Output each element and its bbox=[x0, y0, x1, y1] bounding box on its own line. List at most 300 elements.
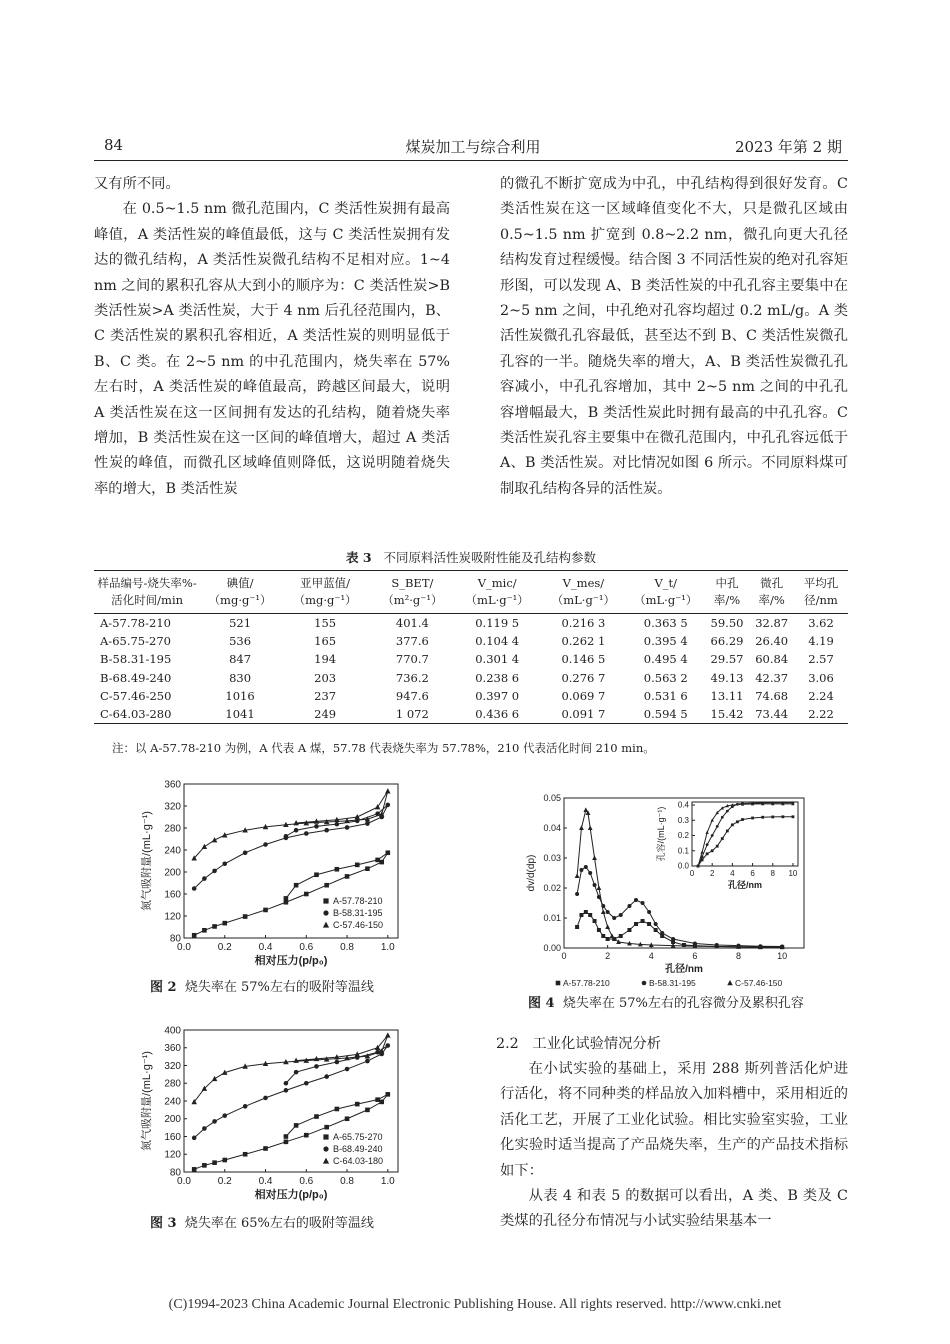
data-point-circle bbox=[202, 876, 207, 881]
data-point-square bbox=[323, 898, 328, 903]
data-point-triangle bbox=[323, 922, 329, 928]
data-point-square bbox=[243, 914, 248, 919]
data-point-square bbox=[335, 867, 340, 872]
data-point-triangle bbox=[212, 1076, 218, 1081]
table-cell: 736.2 bbox=[395, 670, 429, 685]
y-tick-label: 0.04 bbox=[543, 823, 561, 833]
data-point-square bbox=[294, 883, 299, 888]
table-cell: 0.397 0 bbox=[475, 688, 520, 703]
table-cell: 0.238 6 bbox=[475, 670, 520, 685]
table-cell: 0.276 7 bbox=[561, 670, 606, 685]
data-point-square bbox=[588, 913, 592, 917]
data-point-circle bbox=[284, 1081, 289, 1086]
data-point-circle bbox=[660, 931, 664, 935]
data-point-square bbox=[192, 1167, 197, 1172]
data-point-triangle bbox=[705, 831, 708, 834]
table-cell: 0.594 5 bbox=[627, 705, 705, 724]
table-cell: 3.06 bbox=[808, 670, 834, 685]
data-point-square bbox=[263, 1146, 268, 1151]
series-line bbox=[577, 912, 782, 947]
legend-label: C-64.03-180 bbox=[333, 1156, 384, 1166]
data-point-square bbox=[202, 1163, 207, 1168]
journal-title: 煤炭加工与综合利用 bbox=[405, 138, 541, 156]
y-axis-label: dv/d(dp) bbox=[526, 854, 537, 892]
x-tick-label: 8 bbox=[770, 869, 775, 878]
data-point-square bbox=[375, 858, 380, 863]
table-cell: 32.87 bbox=[755, 616, 789, 631]
data-point-square bbox=[335, 1107, 340, 1112]
data-point-square bbox=[556, 981, 561, 986]
data-point-circle bbox=[716, 825, 719, 828]
table-cell: 29.57 bbox=[710, 652, 744, 667]
data-point-circle bbox=[711, 834, 714, 837]
plot-frame bbox=[692, 802, 798, 866]
data-point-circle bbox=[243, 1104, 248, 1109]
table-cell: 536 bbox=[229, 634, 252, 649]
data-point-square bbox=[386, 1092, 391, 1097]
y-tick-label: 360 bbox=[164, 1043, 181, 1055]
data-point-square bbox=[294, 1123, 299, 1128]
y-tick-label: 0.4 bbox=[677, 800, 689, 810]
table-cell: 60.84 bbox=[755, 652, 789, 667]
data-point-triangle bbox=[575, 873, 580, 878]
y-tick-label: 0.00 bbox=[543, 943, 561, 953]
y-tick-label: 200 bbox=[164, 867, 181, 879]
data-point-square bbox=[284, 896, 289, 901]
data-point-square bbox=[654, 928, 658, 932]
table-cell: 0.146 5 bbox=[561, 652, 606, 667]
data-point-square bbox=[634, 922, 638, 926]
data-point-square bbox=[314, 872, 319, 877]
legend-label: B-58.31-195 bbox=[649, 978, 696, 988]
data-point-circle bbox=[671, 937, 675, 941]
table-cell: 26.40 bbox=[755, 634, 789, 649]
data-point-circle bbox=[314, 824, 319, 829]
data-point-square bbox=[761, 816, 764, 819]
data-point-square bbox=[726, 830, 729, 833]
data-point-circle bbox=[284, 1088, 289, 1093]
table-cell: B-58.31-195 bbox=[100, 652, 172, 667]
y-tick-label: 0.0 bbox=[677, 861, 689, 871]
data-point-triangle bbox=[385, 1032, 391, 1037]
issue-label: 2023 年第 2 期 bbox=[734, 138, 842, 156]
legend-label: C-57.46-150 bbox=[333, 920, 384, 930]
table-header-cell: 微孔率/% bbox=[749, 571, 794, 614]
data-point-circle bbox=[642, 981, 647, 986]
y-tick-label: 0.2 bbox=[677, 831, 689, 841]
table-header-cell: 样品编号-烧失率%-活化时间/min bbox=[94, 571, 200, 614]
section-heading bbox=[496, 1033, 661, 1053]
y-tick-label: 320 bbox=[164, 801, 181, 813]
y-tick-label: 240 bbox=[164, 845, 181, 857]
figure-2-caption bbox=[150, 976, 374, 995]
table-header-cell: V_t/（mL·g⁻¹） bbox=[627, 571, 705, 614]
table-cell: 1 072 bbox=[370, 705, 454, 724]
table-header-cell: 碘值/（mg·g⁻¹） bbox=[200, 571, 280, 614]
data-point-square bbox=[323, 1134, 328, 1139]
data-point-circle bbox=[584, 865, 588, 869]
data-point-circle bbox=[647, 910, 651, 914]
x-tick-label: 0 bbox=[561, 951, 567, 961]
y-tick-label: 360 bbox=[164, 779, 181, 791]
data-point-circle bbox=[314, 1064, 319, 1069]
data-point-square bbox=[792, 815, 795, 818]
y-axis-label: 氮气吸附量/(mL·g⁻¹) bbox=[141, 811, 153, 911]
y-tick-label: 120 bbox=[164, 911, 181, 923]
data-point-circle bbox=[619, 913, 623, 917]
paragraph: 从表 4 和表 5 的数据可以看出，A 类、B 类及 C 类煤的孔径分布情况与小试实验结果基本一 bbox=[500, 1188, 848, 1230]
y-tick-label: 120 bbox=[164, 1149, 181, 1161]
table-cell: 0.395 4 bbox=[643, 634, 688, 649]
paragraph: 的微孔不断扩宽成为中孔，中孔结构得到很好发育。C 类活性炭在这一区域峰值变化不大，只是微孔区域由 0.5~1.5 nm 扩宽到 0.8~2.2 nm，微孔向更大孔径结构发育过程缓慢。结合图 3 不同活性炭的绝对孔容矩形图，可以发现 A、B 类活性炭的中孔孔容主要集中在 2~5 nm 之间，中孔绝对孔容均超过 0.2 mL/g。A 类活性炭微孔孔容最低，甚至达不到 B、C 类活性炭微孔孔容的一半。随烧失率的增大，A、B 类活性炭微孔孔容减小，中孔孔容增加，其中 2~5 nm 之间的中孔孔容增幅最大，B 类活性炭此时拥有最高的中孔孔容。C 类活性炭孔容主要集中在微孔范围内，中孔孔容远低于 A、B 类活性炭。对比情况如图 6 所示。不同原料煤可制取孔结构各异的活性炭。 bbox=[500, 176, 848, 497]
data-point-triangle bbox=[588, 825, 593, 830]
y-axis-label: 孔容/(mL·g⁻¹) bbox=[656, 806, 666, 862]
data-point-square bbox=[706, 852, 709, 855]
data-point-square bbox=[355, 863, 360, 868]
data-point-triangle bbox=[592, 855, 597, 860]
data-point-square bbox=[619, 934, 623, 938]
legend-label: A-65.75-270 bbox=[333, 1132, 383, 1142]
data-point-square bbox=[192, 933, 197, 938]
data-point-square bbox=[202, 928, 207, 933]
data-point-circle bbox=[335, 822, 340, 827]
data-point-circle bbox=[386, 803, 391, 808]
paragraph: 又有所不同。 bbox=[94, 176, 180, 192]
data-point-circle bbox=[212, 1119, 217, 1124]
table-cell: C-64.03-280 bbox=[94, 705, 200, 724]
table-header-cell: 平均孔径/nm bbox=[794, 571, 848, 614]
figure-4-chart bbox=[528, 780, 818, 990]
x-tick-label: 0.0 bbox=[177, 942, 191, 953]
data-point-square bbox=[601, 934, 605, 938]
data-point-square bbox=[721, 837, 724, 840]
data-point-circle bbox=[612, 916, 616, 920]
table-cell: 830 bbox=[229, 670, 252, 685]
data-point-circle bbox=[606, 910, 610, 914]
y-tick-label: 0.1 bbox=[677, 846, 689, 856]
table-header-cell: 中孔率/% bbox=[705, 571, 750, 614]
y-tick-label: 0.01 bbox=[543, 913, 561, 923]
table-cell: 1041 bbox=[200, 705, 280, 724]
data-point-square bbox=[212, 924, 217, 929]
table-note: 注：以 A-57.78-210 为例，A 代表 A 煤，57.78 代表烧失率为 57.78%，210 代表活化时间 210 min。 bbox=[112, 741, 655, 755]
data-point-circle bbox=[627, 904, 631, 908]
data-point-circle bbox=[365, 821, 370, 826]
x-tick-label: 1.0 bbox=[380, 942, 395, 953]
table-cell: 203 bbox=[314, 670, 337, 685]
x-tick-label: 0.8 bbox=[340, 1176, 355, 1187]
figure-3-caption bbox=[150, 1212, 374, 1231]
data-point-triangle bbox=[202, 844, 208, 849]
data-point-square bbox=[263, 908, 268, 913]
data-point-square bbox=[647, 922, 651, 926]
series-line bbox=[194, 791, 388, 858]
data-point-triangle bbox=[605, 924, 610, 929]
table-cell: 155 bbox=[314, 616, 337, 631]
table-header-cell: S_BET/（m²·g⁻¹） bbox=[370, 571, 454, 614]
table-title: 不同原料活性炭吸附性能及孔结构参数 bbox=[383, 550, 596, 565]
x-tick-label: 6 bbox=[692, 951, 698, 961]
y-tick-label: 160 bbox=[164, 889, 181, 901]
table-cell: B-68.49-240 bbox=[100, 670, 172, 685]
table-cell: 0.301 4 bbox=[475, 652, 520, 667]
data-point-circle bbox=[304, 1081, 309, 1086]
data-point-square bbox=[379, 1100, 384, 1105]
table-cell: 42.37 bbox=[755, 670, 789, 685]
y-tick-label: 0.05 bbox=[543, 793, 561, 803]
table-cell: C-57.46-250 bbox=[100, 688, 172, 703]
table-cell: 2.22 bbox=[794, 705, 848, 724]
y-tick-label: 280 bbox=[164, 823, 181, 835]
data-point-square bbox=[304, 1133, 309, 1138]
figure-number: 图 2 bbox=[150, 980, 177, 995]
data-point-square bbox=[627, 928, 631, 932]
data-point-triangle bbox=[579, 825, 584, 830]
data-point-square bbox=[345, 874, 350, 879]
data-point-square bbox=[304, 892, 309, 897]
data-point-square bbox=[355, 1102, 360, 1107]
data-point-circle bbox=[721, 816, 724, 819]
x-tick-label: 0.4 bbox=[258, 1176, 273, 1187]
data-point-square bbox=[741, 818, 744, 821]
y-tick-label: 400 bbox=[164, 1025, 181, 1037]
y-tick-label: 320 bbox=[164, 1060, 181, 1072]
figure-2-chart bbox=[140, 778, 410, 976]
data-point-circle bbox=[593, 883, 597, 887]
table-row bbox=[94, 705, 848, 724]
data-point-square bbox=[716, 845, 719, 848]
x-axis-label: 孔径/nm bbox=[727, 880, 763, 890]
table-header-cell: V_mes/（mL·g⁻¹） bbox=[540, 571, 627, 614]
header-rule bbox=[94, 160, 848, 161]
y-tick-label: 160 bbox=[164, 1131, 181, 1143]
data-point-square bbox=[243, 1152, 248, 1157]
table-header-cell: 亚甲蓝值/（mg·g⁻¹） bbox=[280, 571, 370, 614]
data-point-square bbox=[731, 823, 734, 826]
y-tick-label: 240 bbox=[164, 1096, 181, 1108]
legend-label: B-68.49-240 bbox=[333, 1144, 383, 1154]
table-cell: 59.50 bbox=[710, 616, 744, 631]
y-tick-label: 0.02 bbox=[543, 883, 561, 893]
data-point-square bbox=[345, 1116, 350, 1121]
data-point-square bbox=[314, 1114, 319, 1119]
table-cell: 237 bbox=[314, 688, 337, 703]
x-tick-label: 0.2 bbox=[217, 1176, 232, 1187]
table-cell: 73.44 bbox=[749, 705, 794, 724]
figure-number: 图 4 bbox=[528, 996, 555, 1011]
data-point-square bbox=[365, 866, 370, 871]
y-tick-label: 0.03 bbox=[543, 853, 561, 863]
data-point-triangle bbox=[597, 885, 602, 890]
data-point-triangle bbox=[212, 837, 218, 842]
table-row bbox=[94, 687, 848, 705]
y-tick-label: 80 bbox=[169, 933, 181, 945]
data-point-circle bbox=[192, 886, 197, 891]
table-cell: 0.363 5 bbox=[643, 616, 688, 631]
table-cell: 0.091 7 bbox=[540, 705, 627, 724]
right-column bbox=[500, 172, 848, 502]
data-point-circle bbox=[222, 1113, 227, 1118]
data-point-triangle bbox=[727, 980, 733, 985]
data-point-circle bbox=[294, 828, 299, 833]
table-3 bbox=[94, 570, 848, 724]
y-axis-label: 氮气吸附量/(mL·g⁻¹) bbox=[141, 1051, 153, 1151]
x-tick-label: 10 bbox=[788, 869, 798, 878]
data-point-square bbox=[324, 1125, 329, 1130]
figure-title: 烧失率在 57%左右的孔容微分及累积孔容 bbox=[562, 996, 804, 1011]
table-cell: 0.262 1 bbox=[561, 634, 606, 649]
data-point-circle bbox=[386, 1043, 391, 1048]
copyright-footer: (C)1994-2023 China Academic Journal Electronic Publishing House. All rights reserved. http://www.cnki.net bbox=[168, 1297, 782, 1312]
table-cell: 947.6 bbox=[395, 688, 429, 703]
x-tick-label: 0 bbox=[689, 869, 695, 878]
data-point-circle bbox=[706, 843, 709, 846]
table-row bbox=[94, 669, 848, 687]
y-tick-label: 80 bbox=[169, 1167, 181, 1179]
data-point-triangle bbox=[323, 1158, 329, 1164]
x-tick-label: 2 bbox=[605, 951, 611, 961]
legend-label: C-57.46-150 bbox=[735, 978, 783, 988]
data-point-triangle bbox=[583, 807, 588, 812]
paragraph: 在 0.5~1.5 nm 微孔范围内，C 类活性炭拥有最高峰值，A 类活性炭的峰值最低，这与 C 类活性炭拥有发达的微孔结构，A 类活性炭微孔结构不足相对应。1~4 nm 之间的累积孔容从大到小的顺序为：C 类活性炭>B 类活性炭>A 类活性炭，大于 4 nm 后孔径范围内，B、C 类活性炭的累积孔容相近，A 类活性炭的则明显低于 B、C 类。在 2~5 nm 的中孔范围内，烧失率在 57% 左右时，A 类活性炭的峰值最高，跨越区间最大，说明 A 类活性炭在这一区间拥有发达的孔结构，随着烧失率增加，B 类活性炭在这一区间的峰值增大，超过 A 类活性炭的峰值，而微孔区域峰值则降低，这说明随着烧失率的增大，B 类活性炭 bbox=[94, 201, 450, 497]
table-cell: 3.62 bbox=[808, 616, 834, 631]
x-axis-label: 相对压力(p/p₀) bbox=[254, 955, 328, 967]
legend-label: B-58.31-195 bbox=[333, 908, 383, 918]
table-cell: 401.4 bbox=[395, 616, 429, 631]
data-point-square bbox=[781, 815, 784, 818]
data-point-square bbox=[284, 1140, 289, 1145]
table-cell: 521 bbox=[229, 616, 252, 631]
x-axis-label: 相对压力(p/p₀) bbox=[254, 1189, 328, 1201]
data-point-circle bbox=[263, 1096, 268, 1101]
figure-title: 烧失率在 57%左右的吸附等温线 bbox=[184, 980, 374, 995]
data-point-square bbox=[597, 928, 601, 932]
data-point-circle bbox=[212, 869, 217, 874]
data-point-circle bbox=[294, 1070, 299, 1075]
inset-chart bbox=[655, 801, 798, 890]
data-point-circle bbox=[323, 910, 328, 915]
x-tick-label: 4 bbox=[730, 869, 735, 878]
x-tick-label: 0.0 bbox=[177, 1176, 191, 1187]
table-cell: 0.069 7 bbox=[561, 688, 606, 703]
data-point-square bbox=[751, 817, 754, 820]
data-point-square bbox=[284, 1134, 289, 1139]
data-point-triangle bbox=[385, 788, 391, 793]
x-tick-label: 8 bbox=[736, 951, 742, 961]
right-column-lower bbox=[500, 1057, 848, 1235]
figure-number: 图 3 bbox=[150, 1216, 177, 1231]
data-point-circle bbox=[335, 1060, 340, 1065]
figure-3-chart bbox=[140, 1024, 410, 1206]
table-cell: 0.119 5 bbox=[475, 616, 520, 631]
figure-4-caption bbox=[528, 992, 804, 1011]
data-point-square bbox=[386, 850, 391, 855]
table-row bbox=[94, 632, 848, 650]
table-header-cell: V_mic/（mL·g⁻¹） bbox=[454, 571, 540, 614]
table-cell: 249 bbox=[280, 705, 370, 724]
data-point-square bbox=[212, 1160, 217, 1165]
table-cell: 0.531 6 bbox=[643, 688, 688, 703]
x-axis-label: 孔径/nm bbox=[665, 964, 703, 975]
data-point-circle bbox=[304, 831, 309, 836]
data-point-square bbox=[771, 816, 774, 819]
data-point-circle bbox=[726, 810, 729, 813]
series-line bbox=[577, 867, 782, 947]
data-point-square bbox=[365, 1108, 370, 1113]
left-column bbox=[94, 172, 450, 502]
page-header bbox=[104, 136, 842, 158]
table-cell: 13.11 bbox=[710, 688, 744, 703]
table-cell: 847 bbox=[229, 652, 252, 667]
data-point-circle bbox=[579, 868, 583, 872]
data-point-square bbox=[575, 925, 579, 929]
x-tick-label: 0.6 bbox=[299, 1176, 314, 1187]
data-point-square bbox=[222, 921, 227, 926]
table-cell: 2.57 bbox=[808, 652, 834, 667]
table-cell: 2.24 bbox=[808, 688, 834, 703]
data-point-circle bbox=[345, 1067, 350, 1072]
data-point-square bbox=[379, 860, 384, 865]
data-point-triangle bbox=[700, 850, 703, 853]
x-tick-label: 0.8 bbox=[340, 942, 355, 953]
data-point-square bbox=[375, 1097, 380, 1102]
data-point-circle bbox=[345, 825, 350, 830]
data-point-circle bbox=[284, 834, 289, 839]
table-row bbox=[94, 614, 848, 633]
x-tick-label: 4 bbox=[648, 951, 654, 961]
table-cell: A-65.75-270 bbox=[100, 634, 171, 649]
table-caption bbox=[94, 548, 848, 566]
series-line bbox=[194, 1046, 388, 1138]
data-point-square bbox=[606, 937, 610, 941]
data-point-circle bbox=[324, 828, 329, 833]
data-point-triangle bbox=[601, 909, 606, 914]
data-point-circle bbox=[654, 922, 658, 926]
table-cell: 15.42 bbox=[705, 705, 750, 724]
page-number: 84 bbox=[104, 136, 124, 154]
data-point-circle bbox=[324, 1074, 329, 1079]
data-point-square bbox=[593, 919, 597, 923]
data-point-square bbox=[711, 849, 714, 852]
section-title: 工业化试验情况分析 bbox=[532, 1036, 662, 1052]
series-line bbox=[194, 1035, 388, 1102]
table-cell: 1016 bbox=[225, 688, 255, 703]
data-point-triangle bbox=[354, 814, 360, 819]
y-tick-label: 280 bbox=[164, 1078, 181, 1090]
legend-label: A-57.78-210 bbox=[563, 978, 610, 988]
x-tick-label: 0.6 bbox=[299, 942, 314, 953]
data-point-circle bbox=[575, 892, 579, 896]
table-cell: 49.13 bbox=[710, 670, 744, 685]
paragraph: 在小试实验的基础上，采用 288 斯列普活化炉进行活化，将不同种类的样品放入加料槽中，采用相近的活化工艺，开展了工业化试验。相比实验室实验，工业化实验时适当提高了产品烧失率，生产的产品技术指标如下： bbox=[500, 1061, 848, 1179]
table-cell: 66.29 bbox=[710, 634, 744, 649]
data-point-circle bbox=[365, 1059, 370, 1064]
data-point-circle bbox=[588, 871, 592, 875]
table-cell: 74.68 bbox=[755, 688, 789, 703]
data-point-square bbox=[584, 910, 588, 914]
table-cell: 0.436 6 bbox=[454, 705, 540, 724]
data-point-square bbox=[222, 1158, 227, 1163]
x-tick-label: 10 bbox=[777, 951, 788, 961]
y-tick-label: 200 bbox=[164, 1114, 181, 1126]
table-cell: A-57.78-210 bbox=[100, 616, 171, 631]
data-point-square bbox=[641, 919, 645, 923]
table-cell: 0.104 4 bbox=[475, 634, 520, 649]
x-tick-label: 6 bbox=[750, 869, 755, 878]
table-cell: 4.19 bbox=[808, 634, 834, 649]
legend-label: A-57.78-210 bbox=[333, 896, 383, 906]
table-cell: 770.7 bbox=[395, 652, 429, 667]
